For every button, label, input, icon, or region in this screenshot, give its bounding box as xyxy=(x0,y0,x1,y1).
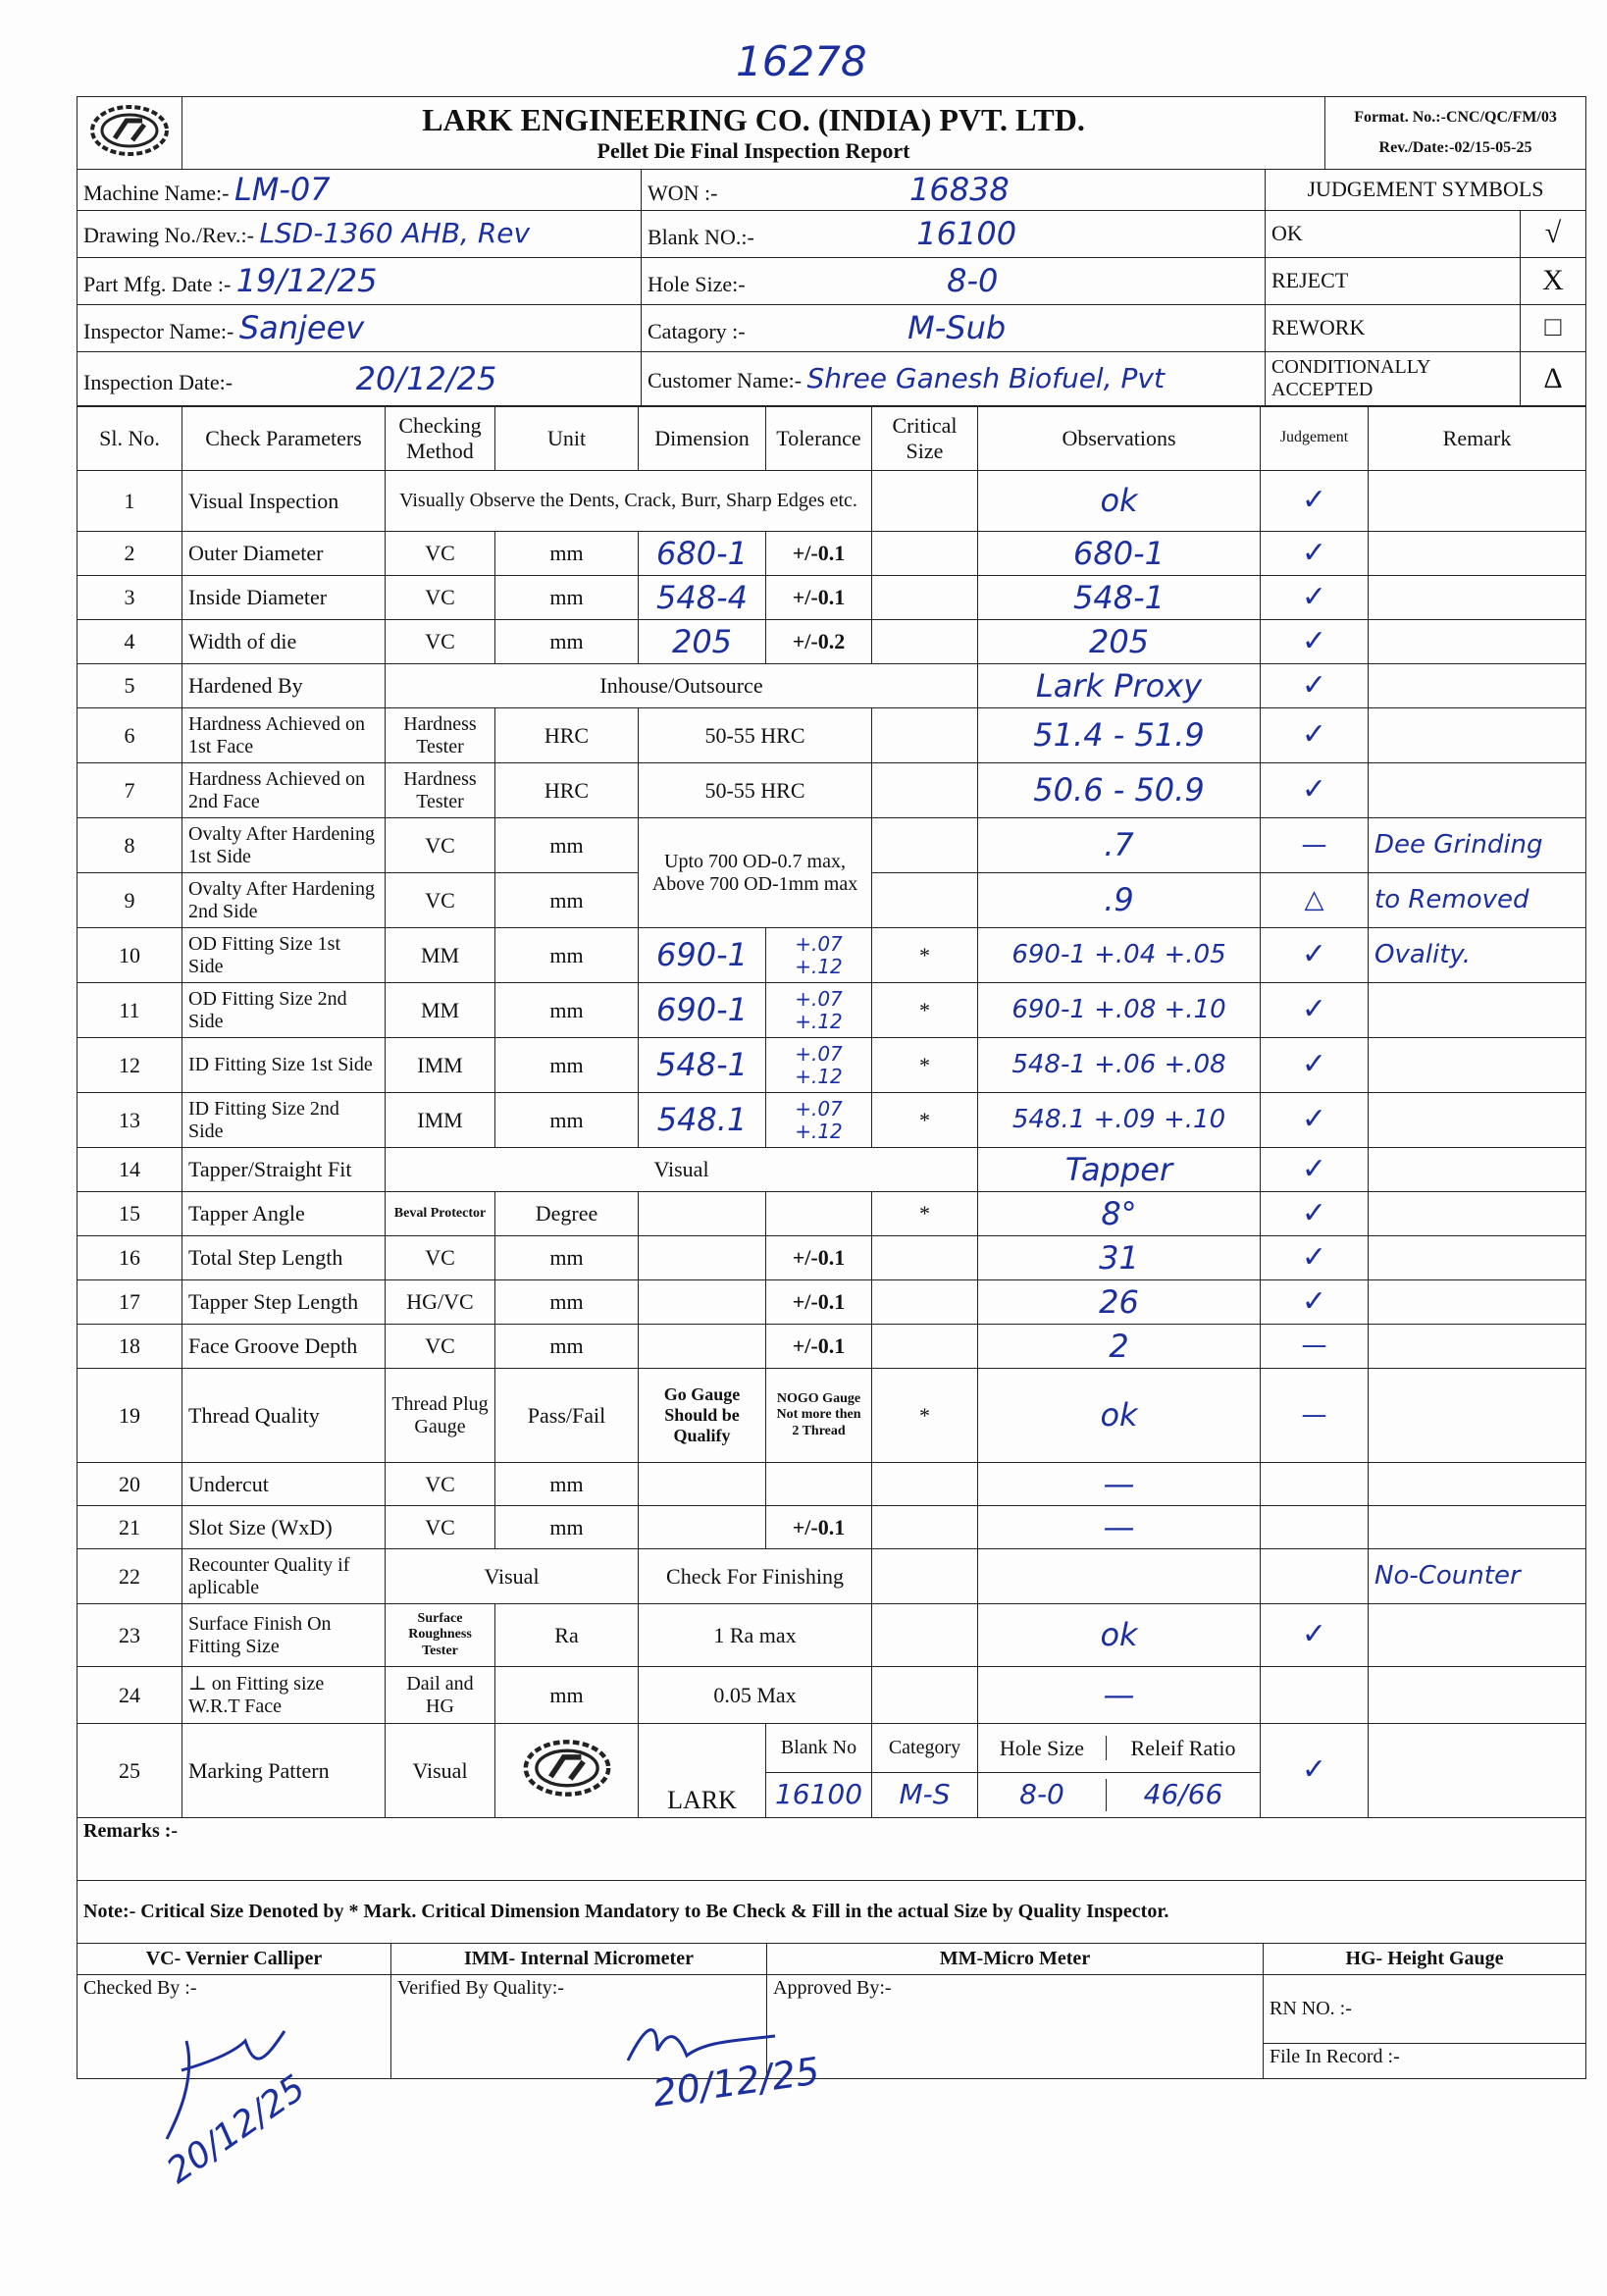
table-row: 22 Recounter Quality if aplicable Visual Check For Finishing No-Counter xyxy=(78,1549,1586,1604)
company-name: LARK ENGINEERING CO. (INDIA) PVT. LTD. xyxy=(422,102,1085,138)
judgement-tick: ✓ xyxy=(1261,1148,1369,1192)
judgement-tick: ✓ xyxy=(1261,576,1369,620)
hole-field: Hole Size:- 8-0 xyxy=(642,257,1266,304)
table-row: 8 Ovalty After Hardening 1st Side VC mm Upto 700 OD-0.7 max, Above 700 OD-1mm max .7 — Dee Grinding xyxy=(78,818,1586,873)
marking-logo xyxy=(495,1724,639,1818)
drawing-field: Drawing No./Rev.:- LSD-1360 AHB, Rev xyxy=(78,210,642,257)
judgement-tick: ✓ xyxy=(1261,1724,1369,1818)
customer-field: Customer Name:- Shree Ganesh Biofuel, Pvt xyxy=(642,351,1266,406)
judgement-tick: ✓ xyxy=(1261,620,1369,664)
verified-by: Verified By Quality:- xyxy=(391,1974,767,2078)
table-row: 12 ID Fitting Size 1st Side IMM mm 548-1 +.07 +.12 * 548-1 +.06 +.08 ✓ xyxy=(78,1038,1586,1093)
table-row: 18 Face Groove Depth VC mm +/-0.1 2 — xyxy=(78,1325,1586,1369)
file-in-record: File In Record :- xyxy=(1264,2043,1586,2078)
rn-no: RN NO. :- xyxy=(1264,1974,1586,2043)
judgement-tick: ✓ xyxy=(1261,532,1369,576)
symbol-conditional-label: CONDITIONALLY ACCEPTED xyxy=(1266,351,1521,406)
table-row: 14 Tapper/Straight Fit Visual Tapper ✓ xyxy=(78,1148,1586,1192)
judgement-tick: ✓ xyxy=(1261,1280,1369,1325)
won-field: WON :- 16838 xyxy=(642,169,1266,210)
table-row: 11 OD Fitting Size 2nd Side MM mm 690-1 +.07 +.12 * 690-1 +.08 +.10 ✓ xyxy=(78,983,1586,1038)
company-logo xyxy=(78,97,182,170)
judgement-tick: ✓ xyxy=(1261,763,1369,818)
note-row: Note:- Critical Size Denoted by * Mark. Critical Dimension Mandatory to Be Check & Fill in the actual Size by Quality Inspector. xyxy=(78,1881,1586,1944)
judgement-tick: ✓ xyxy=(1261,471,1369,532)
table-row: 21 Slot Size (WxD) VC mm +/-0.1 — xyxy=(78,1506,1586,1549)
legend-mm: MM-Micro Meter xyxy=(767,1943,1264,1974)
table-row: 5 Hardened By Inhouse/Outsource Lark Proxy ✓ xyxy=(78,664,1586,708)
legend-vc: VC- Vernier Calliper xyxy=(78,1943,391,1974)
col-unit: Unit xyxy=(495,406,639,471)
lark-logo-icon xyxy=(85,101,174,160)
col-dimension: Dimension xyxy=(639,406,766,471)
partmfg-field: Part Mfg. Date :- 19/12/25 xyxy=(78,257,642,304)
table-row: 15 Tapper Angle Beval Protector Degree * 8° ✓ xyxy=(78,1192,1586,1236)
serial-number: 16278 xyxy=(736,37,867,85)
judgement-tick: ✓ xyxy=(1261,1236,1369,1280)
col-method: Checking Method xyxy=(386,406,495,471)
legend-hg: HG- Height Gauge xyxy=(1264,1943,1586,1974)
col-remark: Remark xyxy=(1369,406,1586,471)
table-row: 7 Hardness Achieved on 2nd Face Hardness Tester HRC 50-55 HRC 50.6 - 50.9 ✓ xyxy=(78,763,1586,818)
judgement-tick: ✓ xyxy=(1261,708,1369,763)
table-row: 24 ⊥ on Fitting size W.R.T Face Dail and HG mm 0.05 Max — xyxy=(78,1667,1586,1724)
table-row: 9 Ovalty After Hardening 2nd Side VC mm .9 △ to Removed xyxy=(78,873,1586,928)
report-title: Pellet Die Final Inspection Report xyxy=(596,138,910,164)
table-row: 10 OD Fitting Size 1st Side MM mm 690-1 +.07 +.12 * 690-1 +.04 +.05 ✓ Ovality. xyxy=(78,928,1586,983)
inspection-date-field: Inspection Date:- 20/12/25 xyxy=(78,351,642,406)
check-table xyxy=(77,405,1586,1944)
table-row: 23 Surface Finish On Fitting Size Surface Roughness Tester Ra 1 Ra max ok ✓ xyxy=(78,1604,1586,1667)
approved-by: Approved By:- xyxy=(767,1974,1264,2078)
symbol-reject-label: REJECT xyxy=(1266,257,1521,304)
verified-date: 20/12/25 xyxy=(649,2049,822,2115)
machine-field: Machine Name:- LM-07 xyxy=(78,169,642,210)
category-field: Catagory :- M-Sub xyxy=(642,304,1266,351)
info-table xyxy=(77,169,1586,407)
rev-date: Rev./Date:-02/15-05-25 xyxy=(1378,138,1532,156)
table-row: 1 Visual Inspection Visually Observe the Dents, Crack, Burr, Sharp Edges etc. ok ✓ xyxy=(78,471,1586,532)
col-param: Check Parameters xyxy=(182,406,386,471)
table-row: 19 Thread Quality Thread Plug Gauge Pass/Fail Go Gauge Should be Qualify NOGO Gauge Not more then 2 Thread * ok — xyxy=(78,1369,1586,1463)
judgement-tick: ✓ xyxy=(1261,1192,1369,1236)
symbol-reject: X xyxy=(1521,257,1586,304)
table-row: 6 Hardness Achieved on 1st Face Hardness Tester HRC 50-55 HRC 51.4 - 51.9 ✓ xyxy=(78,708,1586,763)
symbol-rework-label: REWORK xyxy=(1266,304,1521,351)
col-tolerance: Tolerance xyxy=(766,406,872,471)
judgement-tick: ✓ xyxy=(1261,664,1369,708)
legend-imm: IMM- Internal Micrometer xyxy=(391,1943,767,1974)
symbol-ok-label: OK xyxy=(1266,210,1521,257)
format-no: Format. No.:-CNC/QC/FM/03 xyxy=(1354,109,1557,127)
judgement-tick: ✓ xyxy=(1261,1093,1369,1148)
symbol-conditional: Δ xyxy=(1521,351,1586,406)
table-row: 2 Outer Diameter VC mm 680-1 +/-0.1 680-1 ✓ xyxy=(78,532,1586,576)
table-row: 16 Total Step Length VC mm +/-0.1 31 ✓ xyxy=(78,1236,1586,1280)
col-judgement: Judgement xyxy=(1261,406,1369,471)
header-table xyxy=(77,96,1586,170)
inspector-field: Inspector Name:- Sanjeev xyxy=(78,304,642,351)
col-sl: Sl. No. xyxy=(78,406,182,471)
column-header-row xyxy=(78,406,1586,471)
table-row: 4 Width of die VC mm 205 +/-0.2 205 ✓ xyxy=(78,620,1586,664)
judgement-tick: ✓ xyxy=(1261,1038,1369,1093)
symbol-ok: √ xyxy=(1521,210,1586,257)
blank-field: Blank NO.:- 16100 xyxy=(642,210,1266,257)
table-row: 17 Tapper Step Length HG/VC mm +/-0.1 26 ✓ xyxy=(78,1280,1586,1325)
table-row: 13 ID Fitting Size 2nd Side IMM mm 548.1 +.07 +.12 * 548.1 +.09 +.10 ✓ xyxy=(78,1093,1586,1148)
judgement-symbols-title: JUDGEMENT SYMBOLS xyxy=(1266,169,1586,210)
col-critical: Critical Size xyxy=(872,406,978,471)
judgement-tick: ✓ xyxy=(1261,1604,1369,1667)
remarks-row: Remarks :- xyxy=(78,1818,1586,1881)
table-row: 20 Undercut VC mm — xyxy=(78,1463,1586,1506)
judgement-tick: ✓ xyxy=(1261,928,1369,983)
col-observations: Observations xyxy=(978,406,1261,471)
lark-stamp-icon xyxy=(518,1734,616,1802)
symbol-rework: □ xyxy=(1521,304,1586,351)
conditional-mark: △ xyxy=(1261,873,1369,928)
checked-by: Checked By :- xyxy=(78,1974,391,2078)
checked-date: 20/12/25 xyxy=(159,2067,313,2192)
table-row: 25 Marking Pattern Visual LARK Blank No Category Hole Size Releif Ratio ✓ xyxy=(78,1724,1586,1773)
table-row: 16100 M-S 8-0 46/66 xyxy=(78,1773,1586,1818)
table-row: 3 Inside Diameter VC mm 548-4 +/-0.1 548-1 ✓ xyxy=(78,576,1586,620)
inspection-sheet xyxy=(77,96,1585,2079)
judgement-tick: ✓ xyxy=(1261,983,1369,1038)
